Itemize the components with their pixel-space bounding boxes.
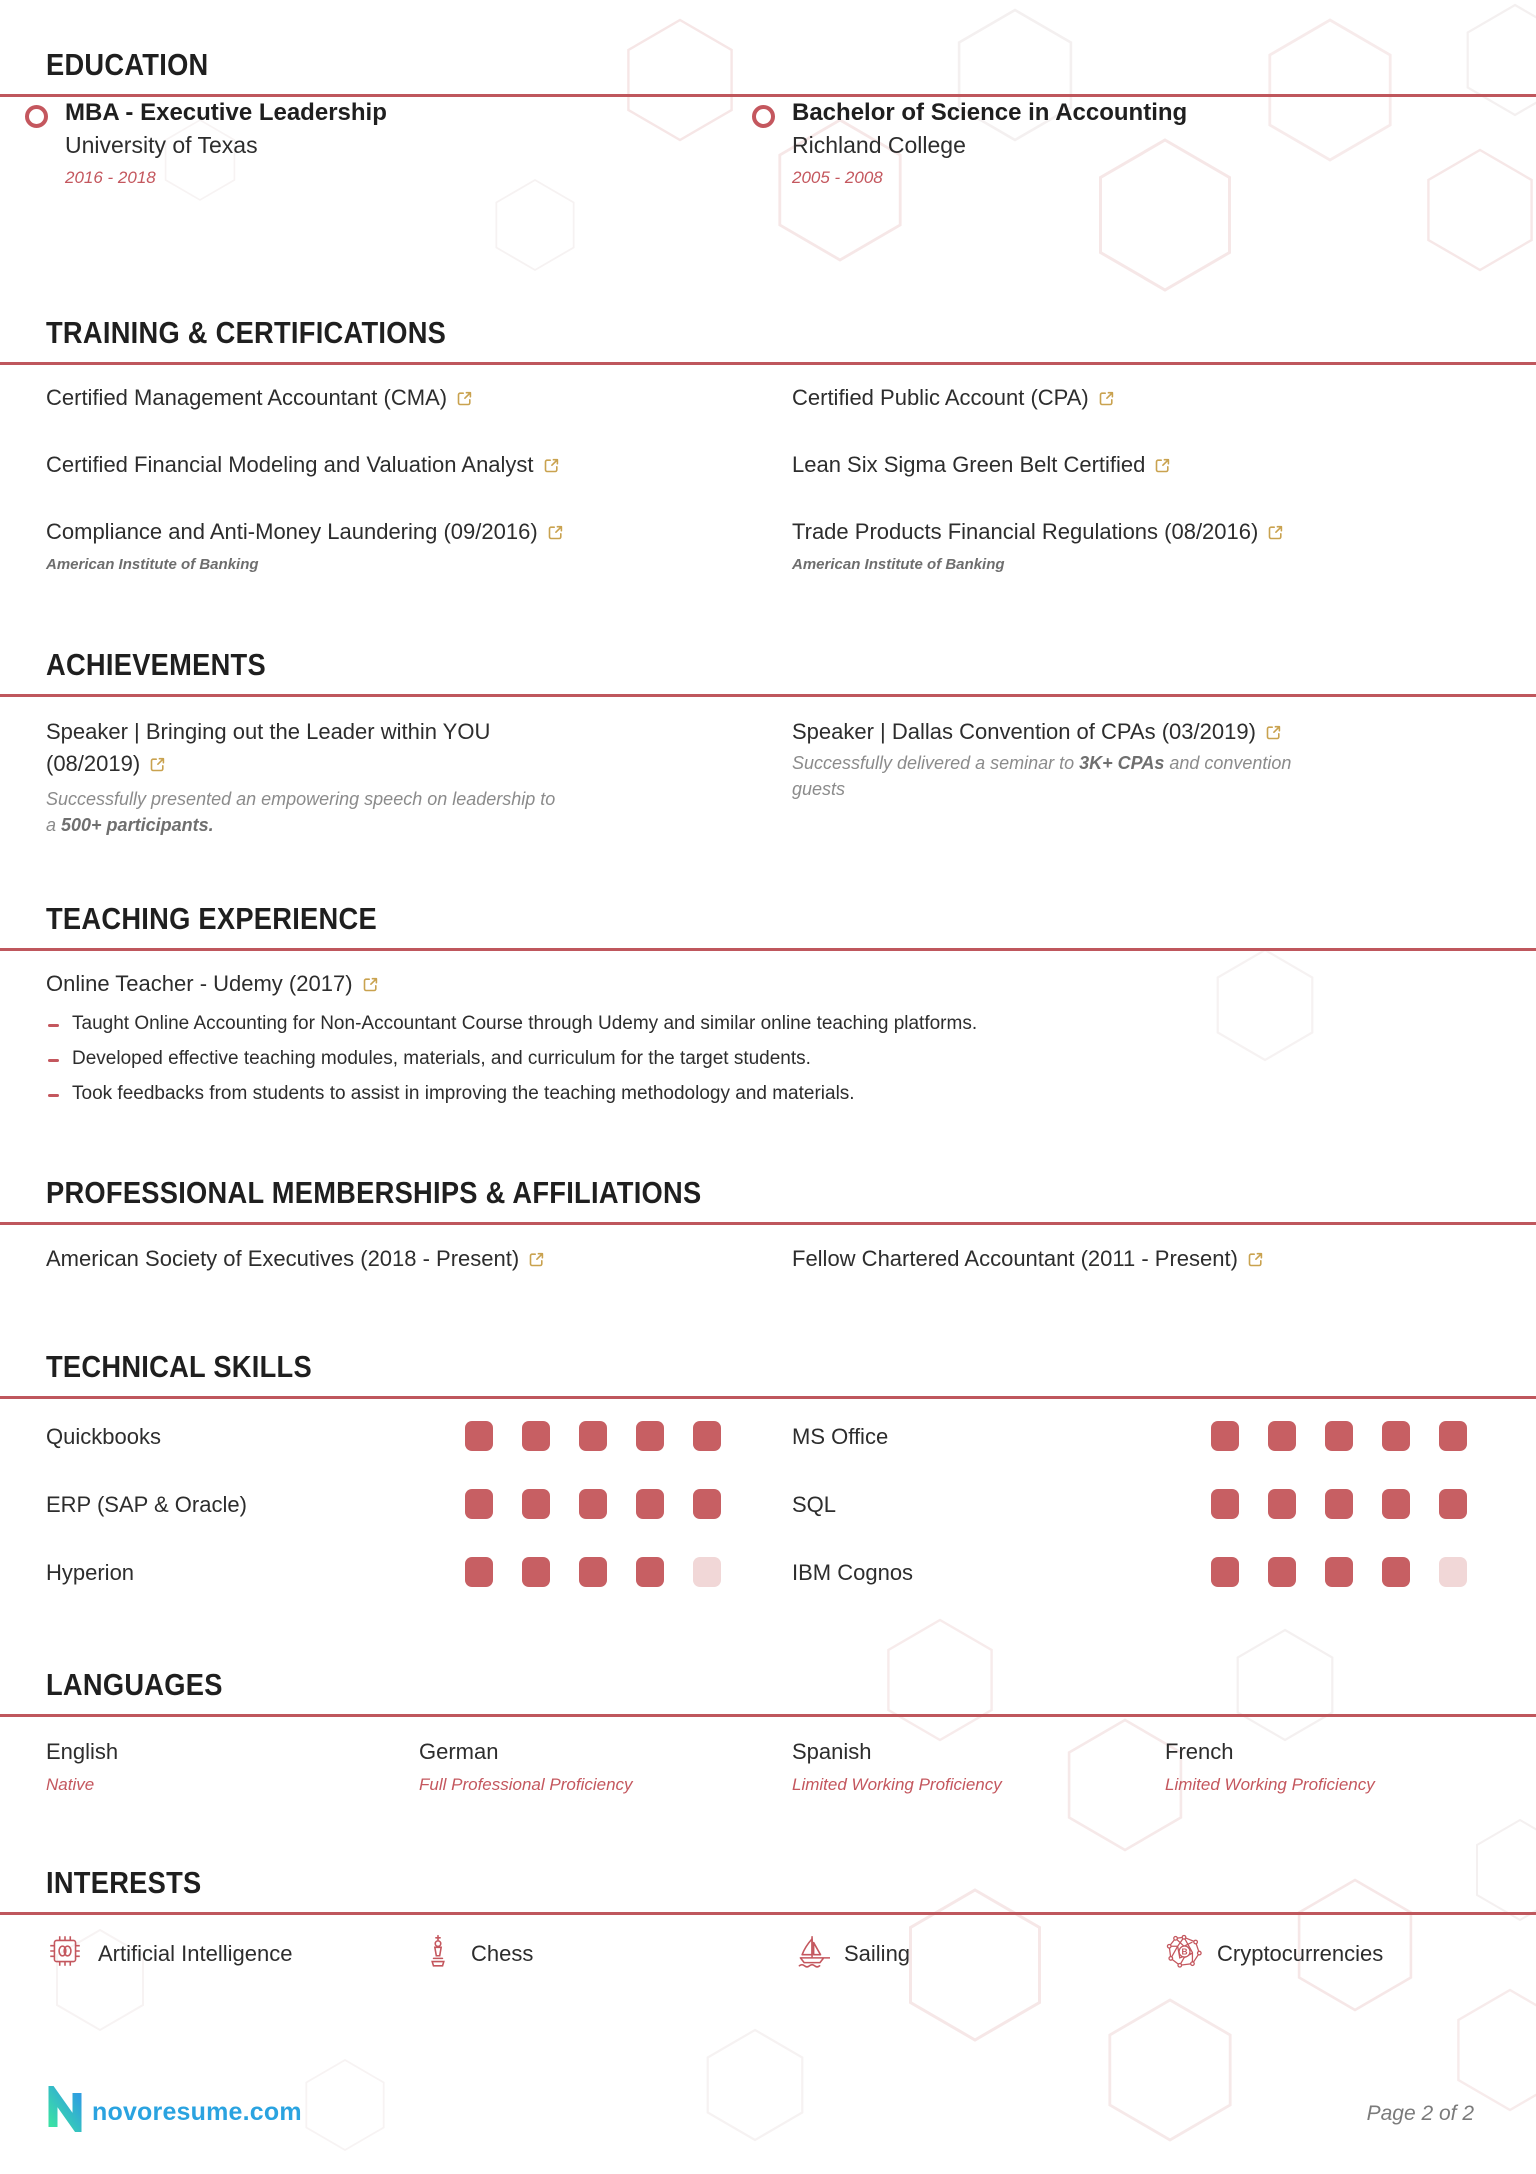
teaching-bullet-text: Taught Online Accounting for Non-Accountant Course through Udemy and similar online teaching platforms.	[72, 1013, 978, 1034]
section-divider	[0, 1912, 1536, 1915]
skill-level-indicator	[1211, 1489, 1467, 1519]
certification-issuer: American Institute of Banking	[46, 556, 259, 573]
skill-name: ERP (SAP & Oracle)	[46, 1492, 247, 1517]
achievement-description-highlight: 3K+ CPAs	[1079, 753, 1165, 773]
teaching-role-title: Online Teacher - Udemy (2017)	[46, 971, 353, 996]
external-link-icon[interactable]	[1098, 387, 1115, 413]
teaching-bullet-text: Developed effective teaching modules, materials, and curriculum for the target students.	[72, 1048, 811, 1069]
skill-level-indicator	[465, 1421, 721, 1451]
external-link-icon[interactable]	[1265, 718, 1282, 750]
external-link-icon[interactable]	[149, 750, 166, 782]
external-link-icon[interactable]	[456, 387, 473, 413]
teaching-bullet	[46, 1048, 811, 1070]
external-link-icon[interactable]	[1247, 1248, 1264, 1274]
teaching-bullet-text: Took feedbacks from students to assist in improving the teaching methodology and materials.	[72, 1083, 855, 1104]
language-name: German	[419, 1739, 499, 1764]
certification-item[interactable]	[46, 385, 473, 413]
membership-item[interactable]	[792, 1246, 1264, 1274]
timeline-bullet-icon	[752, 105, 775, 128]
certification-title: Certified Financial Modeling and Valuation Analyst	[46, 452, 534, 477]
skill-level-indicator	[1211, 1557, 1467, 1587]
education-dates: 2016 - 2018	[65, 168, 156, 187]
external-link-icon[interactable]	[1154, 454, 1171, 480]
language-proficiency: Limited Working Proficiency	[1165, 1775, 1375, 1794]
section-heading-achievements: ACHIEVEMENTS	[46, 647, 266, 682]
skill-level-indicator	[465, 1557, 721, 1587]
dash-bullet-icon	[48, 1059, 59, 1062]
timeline-bullet-icon	[25, 105, 48, 128]
ai-chip-icon	[46, 1932, 84, 1970]
section-divider	[0, 362, 1536, 365]
skill-name: Hyperion	[46, 1560, 135, 1585]
novoresume-logo-icon[interactable]	[44, 2086, 86, 2132]
section-heading-languages: LANGUAGES	[46, 1667, 223, 1702]
achievement-description-text: and convention guests	[792, 753, 1292, 799]
skill-name: MS Office	[792, 1424, 889, 1449]
certification-item[interactable]	[792, 519, 1284, 547]
dash-bullet-icon	[48, 1094, 59, 1097]
section-divider	[0, 1714, 1536, 1717]
cryptocurrencies-icon	[1165, 1932, 1203, 1970]
teaching-bullet	[46, 1083, 855, 1105]
achievement-title[interactable]	[792, 716, 1322, 750]
certification-item[interactable]	[46, 452, 560, 480]
certification-item[interactable]	[792, 385, 1115, 413]
certification-title: Certified Management Accountant (CMA)	[46, 385, 448, 410]
achievement-title-text: Speaker | Dallas Convention of CPAs (03/2019)	[792, 719, 1256, 744]
education-dates: 2005 - 2008	[792, 168, 883, 187]
certification-title: Compliance and Anti-Money Laundering (09/2016)	[46, 519, 538, 544]
section-heading-education: EDUCATION	[46, 47, 209, 82]
achievement-title[interactable]	[46, 716, 576, 782]
certification-item[interactable]	[792, 452, 1171, 480]
section-divider	[0, 1396, 1536, 1399]
language-name: French	[1165, 1739, 1234, 1764]
achievement-description-text: Successfully presented an empowering speech on leadership to a	[46, 789, 556, 835]
degree-title: MBA - Executive Leadership	[65, 99, 387, 126]
school-name: Richland College	[792, 132, 966, 158]
membership-title: Fellow Chartered Accountant (2011 - Present)	[792, 1246, 1238, 1271]
certification-issuer: American Institute of Banking	[792, 556, 1005, 573]
certification-title: Lean Six Sigma Green Belt Certified	[792, 452, 1146, 477]
dash-bullet-icon	[48, 1024, 59, 1027]
skill-level-indicator	[465, 1489, 721, 1519]
teaching-role[interactable]	[46, 971, 379, 999]
membership-item[interactable]	[46, 1246, 545, 1274]
skill-level-indicator	[1211, 1421, 1467, 1451]
section-divider	[0, 94, 1536, 97]
section-divider	[0, 694, 1536, 697]
interest-label: Chess	[471, 1941, 534, 1966]
section-heading-certifications: TRAINING & CERTIFICATIONS	[46, 315, 447, 350]
svg-text:B: B	[1181, 1946, 1188, 1957]
external-link-icon[interactable]	[547, 521, 564, 547]
chess-icon	[419, 1932, 457, 1970]
section-divider	[0, 948, 1536, 951]
external-link-icon[interactable]	[362, 973, 379, 999]
sailing-icon	[792, 1932, 830, 1970]
achievement-description	[792, 751, 1302, 802]
degree-title: Bachelor of Science in Accounting	[792, 99, 1188, 126]
brand-link[interactable]: novoresume.com	[92, 2098, 302, 2126]
achievement-title-text: Speaker | Bringing out the Leader within YOU (08/2019)	[46, 719, 491, 776]
certification-title: Certified Public Account (CPA)	[792, 385, 1089, 410]
section-divider	[0, 1222, 1536, 1225]
external-link-icon[interactable]	[528, 1248, 545, 1274]
language-name: Spanish	[792, 1739, 872, 1764]
certification-item[interactable]	[46, 519, 564, 547]
certification-title: Trade Products Financial Regulations (08/2016)	[792, 519, 1259, 544]
language-proficiency: Limited Working Proficiency	[792, 1775, 1002, 1794]
external-link-icon[interactable]	[1267, 521, 1284, 547]
achievement-description-text: Successfully delivered a seminar to	[792, 753, 1080, 773]
interest-label: Artificial Intelligence	[98, 1941, 293, 1966]
language-name: English	[46, 1739, 119, 1764]
external-link-icon[interactable]	[543, 454, 560, 480]
section-heading-teaching: TEACHING EXPERIENCE	[46, 901, 377, 936]
school-name: University of Texas	[65, 132, 258, 158]
interest-label: Cryptocurrencies	[1217, 1941, 1384, 1966]
language-proficiency: Native	[46, 1775, 95, 1794]
skill-name: SQL	[792, 1492, 837, 1517]
achievement-description-highlight: 500+ participants.	[61, 814, 214, 835]
membership-title: American Society of Executives (2018 - Present)	[46, 1246, 520, 1271]
language-proficiency: Full Professional Proficiency	[419, 1775, 633, 1794]
skill-name: Quickbooks	[46, 1424, 161, 1449]
achievement-description	[46, 787, 566, 838]
page-number: Page 2 of 2	[1366, 2102, 1474, 2125]
teaching-bullet	[46, 1013, 977, 1035]
skill-name: IBM Cognos	[792, 1560, 914, 1585]
section-heading-skills: TECHNICAL SKILLS	[46, 1349, 312, 1384]
section-heading-memberships: PROFESSIONAL MEMBERSHIPS & AFFILIATIONS	[46, 1175, 702, 1210]
section-heading-interests: INTERESTS	[46, 1865, 202, 1900]
interest-label: Sailing	[844, 1941, 911, 1966]
